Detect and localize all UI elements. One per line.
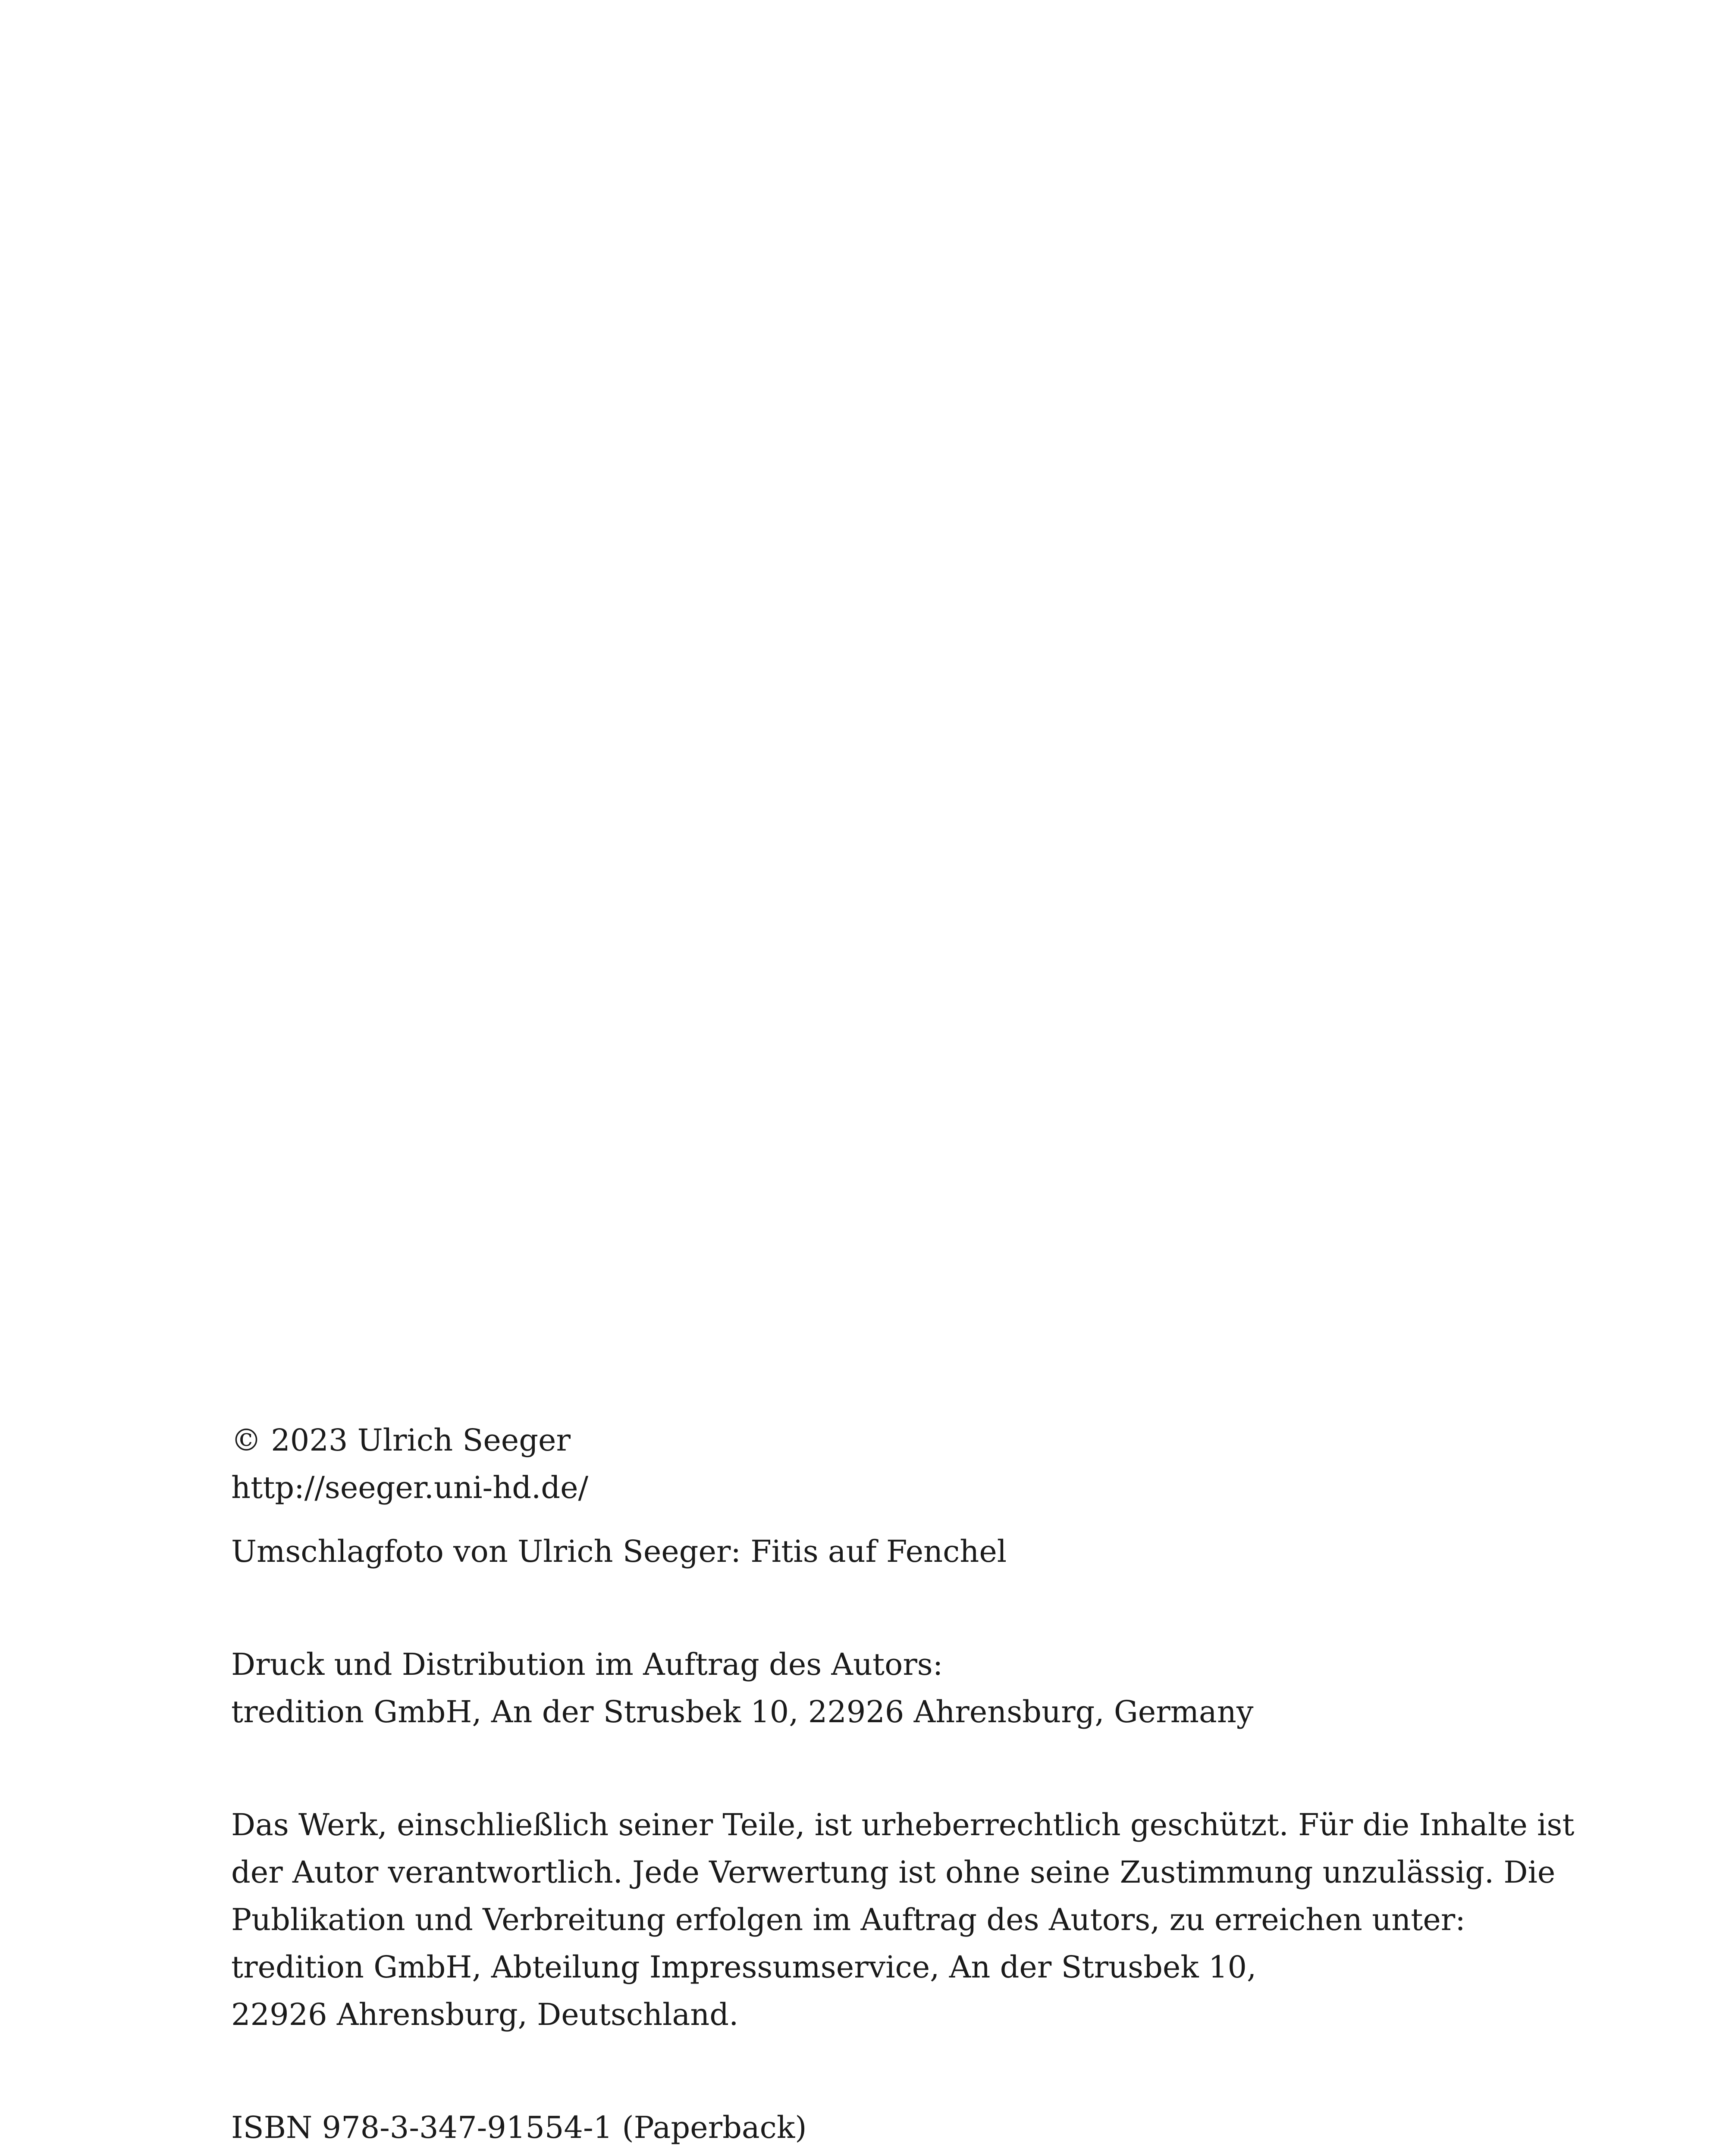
copyright-line: © 2023 Ulrich Seeger xyxy=(231,1423,571,1458)
legal-line: Publikation und Verbreitung erfolgen im Auftrag des Autors, zu erreichen unter: xyxy=(231,1902,1465,1937)
legal-line: tredition GmbH, Abteilung Impressumservice, An der Strusbek 10, xyxy=(231,1949,1257,1985)
imprint-block xyxy=(231,1416,1575,2151)
isbn-line: ISBN 978-3-347-91554-1 (Paperback) xyxy=(231,2110,807,2145)
print-heading: Druck und Distribution im Auftrag des Autors: xyxy=(231,1647,943,1682)
print-address: tredition GmbH, An der Strusbek 10, 22926 Ahrensburg, Germany xyxy=(231,1694,1254,1730)
legal-notice xyxy=(231,1801,1575,2038)
spacer xyxy=(231,1736,1568,1801)
legal-line: Das Werk, einschließlich seiner Teile, ist urheberrechtlich geschützt. Für die Inhalte ist xyxy=(231,1807,1575,1843)
legal-line: der Autor verantwortlich. Jede Verwertung ist ohne seine Zustimmung unzulässig. Die xyxy=(231,1855,1556,1890)
copyright-block xyxy=(231,1416,1568,1511)
spacer xyxy=(231,2038,1568,2104)
cover-photo-line: Umschlagfoto von Ulrich Seeger: Fitis auf Fenchel xyxy=(231,1534,1007,1569)
cover-photo-credit xyxy=(231,1528,1568,1575)
author-url[interactable]: http://seeger.uni-hd.de/ xyxy=(231,1470,589,1505)
spacer xyxy=(231,1511,1568,1528)
spacer xyxy=(231,1575,1568,1641)
isbn-block xyxy=(231,2104,1568,2151)
print-distribution-block xyxy=(231,1641,1568,1736)
legal-line: 22926 Ahrensburg, Deutschland. xyxy=(231,1997,739,2032)
